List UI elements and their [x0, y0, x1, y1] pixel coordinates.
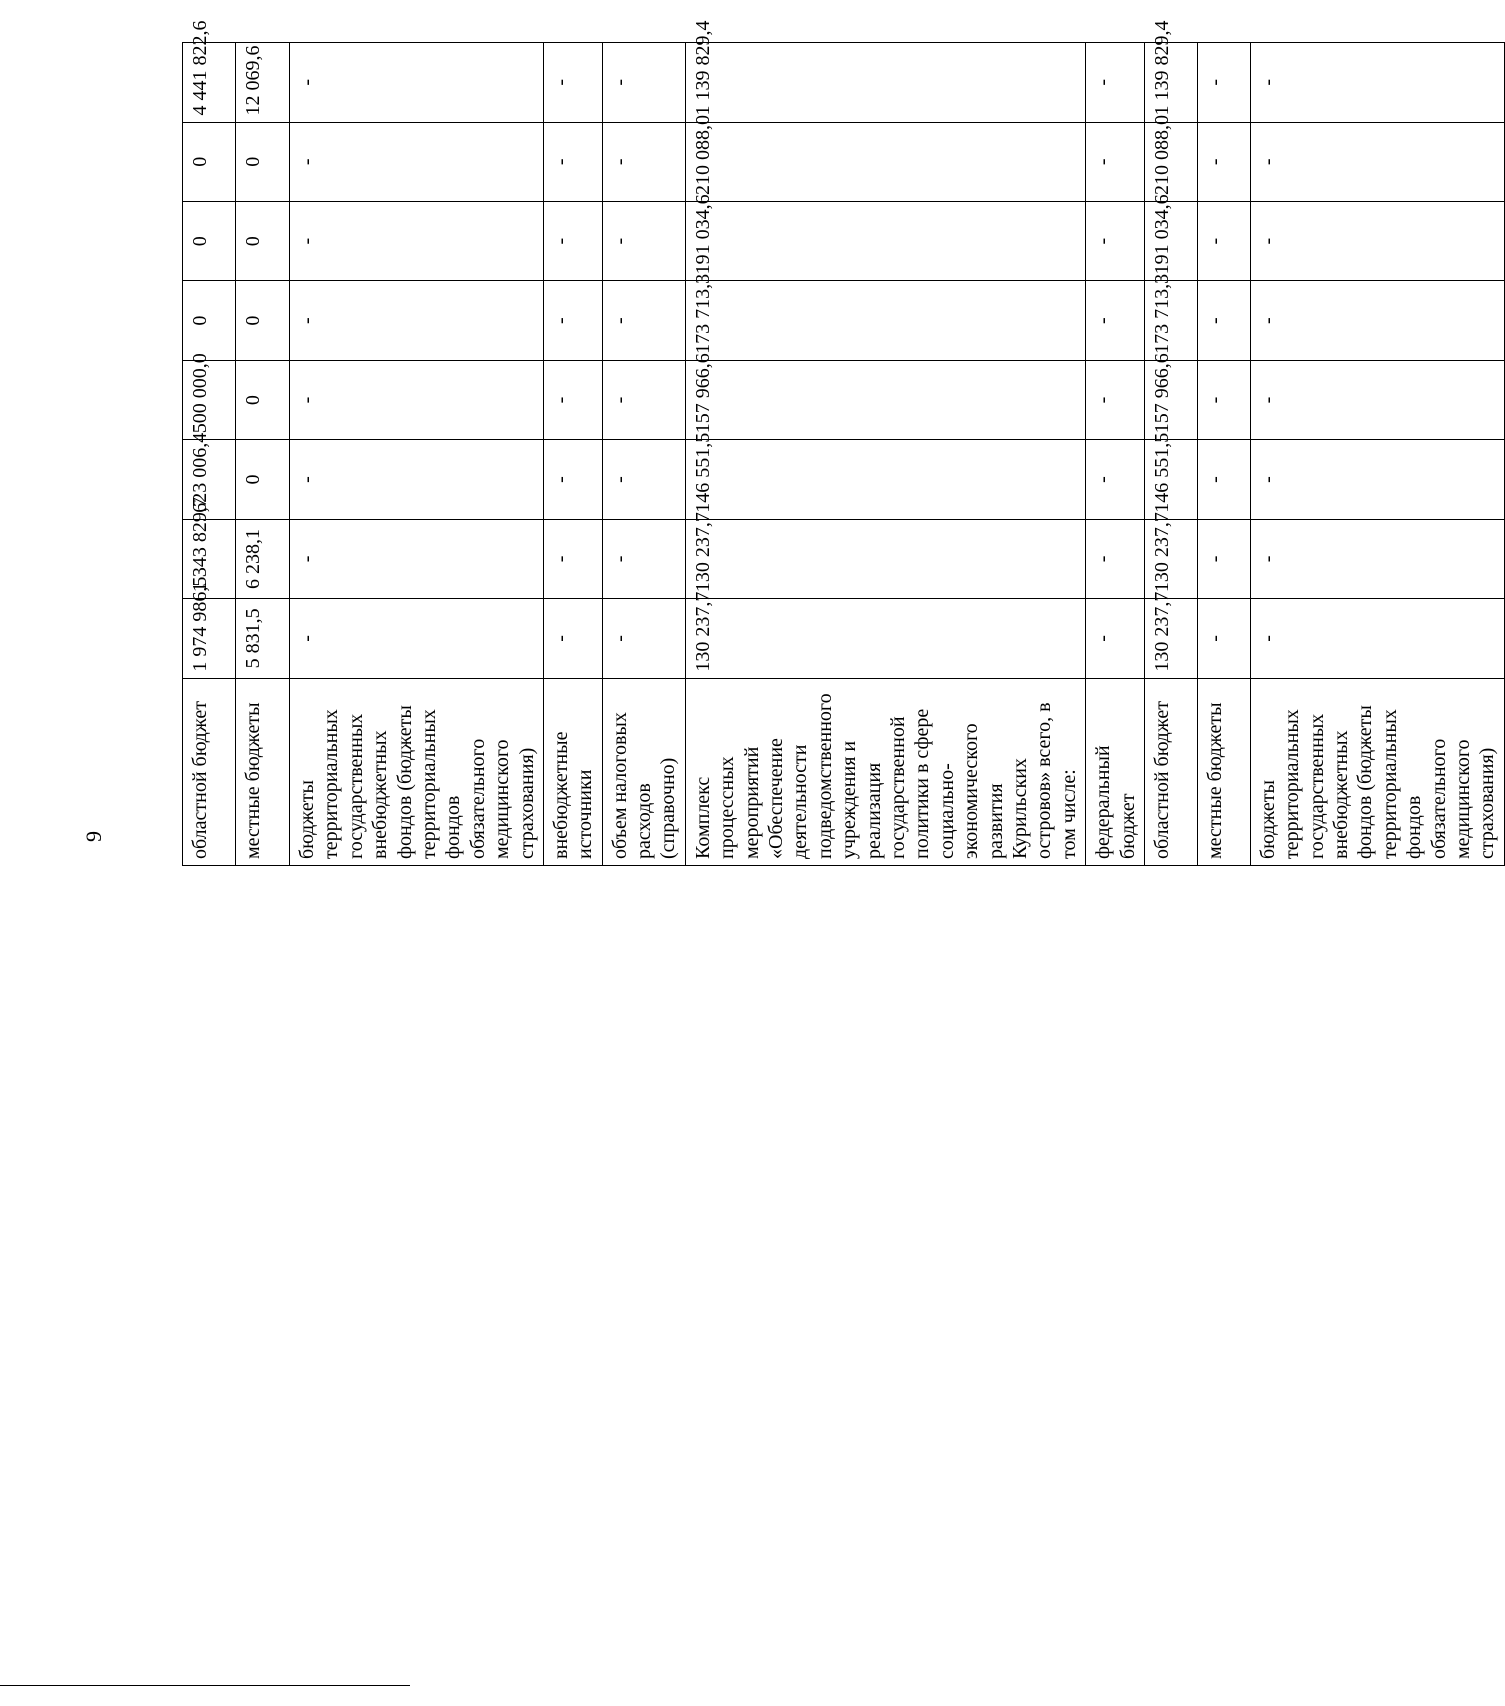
value-cell: 146 551,5: [685, 440, 1085, 519]
value-cell: -: [543, 281, 602, 360]
value-cell: 130 237,7: [1144, 599, 1197, 678]
value-cell: -: [290, 43, 544, 123]
value-cell: 5 831,5: [236, 599, 290, 678]
value-cell: -: [1197, 281, 1250, 360]
value-cell: -: [1250, 201, 1504, 280]
table-row: [236, 43, 290, 866]
value-cell: 0: [183, 122, 236, 201]
table-row: [1250, 43, 1504, 866]
value-cell: 1 343 829,7: [183, 519, 236, 598]
value-cell: 4 441 822,6: [183, 43, 236, 123]
table-row: [685, 43, 1085, 866]
value-cell: -: [290, 201, 544, 280]
row-label: бюджеты территориальных государственных внебюджетных фондов (бюджеты территориальных фондов обязательного медицинского страхования): [290, 678, 544, 865]
value-cell: -: [1250, 43, 1504, 123]
value-cell: -: [1086, 599, 1145, 678]
value-cell: -: [543, 440, 602, 519]
value-cell: 191 034,6: [685, 201, 1085, 280]
value-cell: -: [1086, 201, 1145, 280]
value-cell: -: [1086, 360, 1145, 439]
value-cell: 0: [236, 122, 290, 201]
value-cell: -: [1197, 599, 1250, 678]
row-label: федеральный бюджет: [1086, 678, 1145, 865]
value-cell: 0: [236, 360, 290, 439]
value-cell: -: [543, 519, 602, 598]
bottom-rule: [0, 1685, 410, 1686]
value-cell: -: [290, 360, 544, 439]
value-cell: 130 237,7: [685, 599, 1085, 678]
value-cell: -: [543, 201, 602, 280]
value-cell: 12 069,6: [236, 43, 290, 123]
value-cell: -: [290, 599, 544, 678]
value-cell: -: [1086, 281, 1145, 360]
table-row: [183, 43, 236, 866]
value-cell: -: [543, 360, 602, 439]
value-cell: -: [543, 43, 602, 123]
value-cell: -: [1250, 519, 1504, 598]
budget-table: [182, 20, 1505, 866]
value-cell: -: [602, 440, 685, 519]
table-row: [602, 43, 685, 866]
row-label: внебюджетные источники: [543, 678, 602, 865]
value-cell: -: [1250, 599, 1504, 678]
row-label: бюджеты территориальных государственных внебюджетных фондов (бюджеты территориальных фондов обязательного медицинского страхования): [1250, 678, 1504, 865]
value-cell: -: [1250, 122, 1504, 201]
value-cell: 191 034,6: [1144, 201, 1197, 280]
value-cell: -: [602, 599, 685, 678]
value-cell: -: [1086, 440, 1145, 519]
value-cell: -: [543, 599, 602, 678]
value-cell: -: [1250, 440, 1504, 519]
value-cell: -: [1197, 122, 1250, 201]
value-cell: 0: [183, 201, 236, 280]
value-cell: 130 237,7: [1144, 519, 1197, 598]
value-cell: -: [290, 281, 544, 360]
table-row: [543, 43, 602, 866]
value-cell: -: [290, 440, 544, 519]
value-cell: 1 139 829,4: [1144, 43, 1197, 123]
value-cell: 1 139 829,4: [685, 43, 1085, 123]
value-cell: 500 000,0: [183, 360, 236, 439]
value-cell: 173 713,3: [685, 281, 1085, 360]
value-cell: -: [602, 43, 685, 123]
row-label: местные бюджеты: [1197, 678, 1250, 865]
table-row: [1144, 43, 1197, 866]
value-cell: 6 238,1: [236, 519, 290, 598]
value-cell: -: [1086, 519, 1145, 598]
value-cell: -: [290, 122, 544, 201]
value-cell: -: [1250, 360, 1504, 439]
value-cell: -: [602, 122, 685, 201]
value-cell: -: [1086, 43, 1145, 123]
value-cell: -: [1197, 43, 1250, 123]
value-cell: 210 088,0: [1144, 122, 1197, 201]
row-label: Комплекс процессных мероприятий «Обеспечение деятельности подведомственного учреждения и реализация государственной политики в сфере социально-экономического развития Курильских островов» всего, в том числе:: [685, 678, 1085, 865]
value-cell: -: [602, 281, 685, 360]
value-cell: -: [543, 122, 602, 201]
value-cell: 0: [236, 440, 290, 519]
value-cell: -: [602, 360, 685, 439]
value-cell: 623 006,4: [183, 440, 236, 519]
row-label: областной бюджет: [1144, 678, 1197, 865]
table-row: [290, 43, 544, 866]
value-cell: -: [1197, 440, 1250, 519]
value-cell: -: [1086, 122, 1145, 201]
value-cell: 1 974 986,5: [183, 599, 236, 678]
row-label: местные бюджеты: [236, 678, 290, 865]
value-cell: 0: [236, 281, 290, 360]
value-cell: 130 237,7: [685, 519, 1085, 598]
table-row: [1197, 43, 1250, 866]
value-cell: 146 551,5: [1144, 440, 1197, 519]
value-cell: 0: [183, 281, 236, 360]
value-cell: -: [1250, 281, 1504, 360]
row-label: областной бюджет: [183, 678, 236, 865]
value-cell: -: [1197, 519, 1250, 598]
value-cell: -: [1197, 360, 1250, 439]
value-cell: -: [290, 519, 544, 598]
value-cell: -: [602, 519, 685, 598]
value-cell: 157 966,6: [1144, 360, 1197, 439]
budget-table-container: [182, 20, 1499, 866]
value-cell: 173 713,3: [1144, 281, 1197, 360]
value-cell: 157 966,6: [685, 360, 1085, 439]
value-cell: 210 088,0: [685, 122, 1085, 201]
table-row: [1086, 43, 1145, 866]
value-cell: -: [602, 201, 685, 280]
value-cell: 0: [236, 201, 290, 280]
value-cell: -: [1197, 201, 1250, 280]
page-number: 9: [81, 831, 106, 842]
row-label: объем налоговых расходов (справочно): [602, 678, 685, 865]
